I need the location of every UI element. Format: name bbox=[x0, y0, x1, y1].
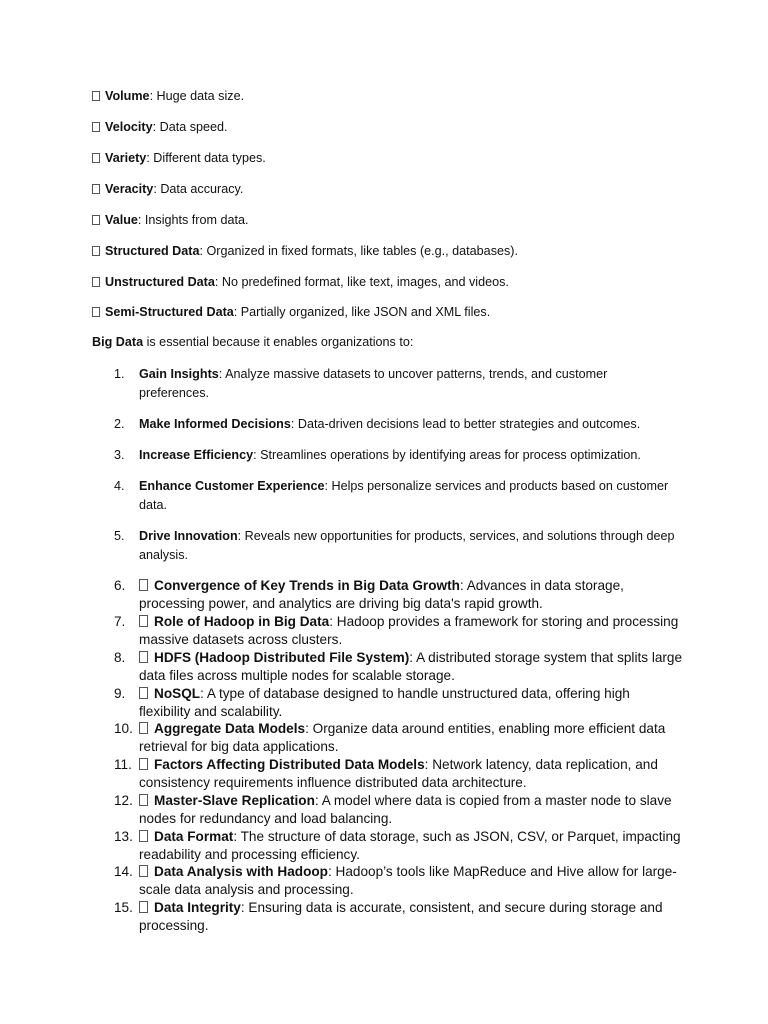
bullet-term: Unstructured Data bbox=[105, 275, 215, 289]
topic-term: Data Analysis with Hadoop bbox=[154, 864, 328, 879]
bullet-desc: : Data accuracy. bbox=[153, 182, 244, 196]
list-number: 4. bbox=[114, 479, 125, 493]
topic-desc: : Network latency, data replication, and consistency requirements influence distributed data architecture. bbox=[139, 757, 658, 790]
list-number: 5. bbox=[114, 529, 125, 543]
missing-glyph-icon bbox=[92, 91, 100, 101]
benefit-text bbox=[139, 527, 679, 565]
bullet-desc: : Insights from data. bbox=[137, 213, 249, 227]
benefit-desc: : Reveals new opportunities for products, services, and solutions through deep analysis. bbox=[139, 529, 675, 562]
missing-glyph-icon bbox=[92, 307, 100, 317]
topic-term: Master-Slave Replication bbox=[154, 793, 315, 808]
missing-glyph-icon bbox=[139, 794, 148, 806]
topic-text bbox=[139, 720, 684, 756]
list-number: 8. bbox=[114, 650, 126, 665]
missing-glyph-icon bbox=[92, 277, 100, 287]
topic-desc: : Hadoop’s tools like MapReduce and Hive allow for large-scale data analysis and processing. bbox=[139, 864, 677, 897]
topic-text bbox=[139, 828, 684, 864]
benefit-term: Gain Insights bbox=[139, 367, 219, 381]
topic-text bbox=[139, 792, 684, 828]
bullet-item bbox=[92, 150, 692, 166]
list-number: 12. bbox=[114, 793, 133, 808]
benefit-text bbox=[139, 446, 679, 465]
benefit-term: Increase Efficiency bbox=[139, 448, 254, 462]
benefit-text bbox=[139, 477, 679, 515]
benefit-desc: : Streamlines operations by identifying areas for process optimization. bbox=[253, 448, 641, 462]
list-number: 13. bbox=[114, 829, 133, 844]
missing-glyph-icon bbox=[92, 122, 100, 132]
benefit-desc: : Data-driven decisions lead to better strategies and outcomes. bbox=[290, 417, 641, 431]
bullet-item bbox=[92, 243, 692, 259]
list-number: 6. bbox=[114, 578, 126, 593]
bullet-item bbox=[92, 119, 692, 135]
list-number: 1. bbox=[114, 367, 125, 381]
bullet-desc: : No predefined format, like text, images, and videos. bbox=[214, 275, 509, 289]
bullet-term: Variety bbox=[105, 151, 147, 165]
list-number: 10. bbox=[114, 721, 133, 736]
benefit-desc: : Analyze massive datasets to uncover patterns, trends, and customer preferences. bbox=[139, 367, 608, 400]
topic-desc: : Organize data around entities, enabling more efficient data retrieval for big data applications. bbox=[139, 721, 666, 754]
benefit-term: Enhance Customer Experience bbox=[139, 479, 325, 493]
bullet-item bbox=[92, 304, 692, 320]
missing-glyph-icon bbox=[139, 579, 148, 591]
topic-desc: : A type of database designed to handle unstructured data, offering high flexibility and scalability. bbox=[139, 686, 630, 719]
topic-term: NoSQL bbox=[154, 686, 201, 701]
topic-text bbox=[139, 577, 684, 613]
topic-desc: : Advances in data storage, processing power, and analytics are driving big data's rapid growth. bbox=[139, 578, 624, 611]
list-number: 3. bbox=[114, 448, 125, 462]
missing-glyph-icon bbox=[139, 687, 148, 699]
bullet-term: Value bbox=[105, 213, 138, 227]
bullet-desc: : Different data types. bbox=[146, 151, 266, 165]
bullet-term: Semi-Structured Data bbox=[105, 305, 234, 319]
bullet-term: Veracity bbox=[105, 182, 154, 196]
topic-text bbox=[139, 756, 684, 792]
topic-term: Data Integrity bbox=[154, 900, 241, 915]
topic-term: Role of Hadoop in Big Data bbox=[154, 614, 330, 629]
bullet-item bbox=[92, 212, 692, 228]
missing-glyph-icon bbox=[92, 246, 100, 256]
missing-glyph-icon bbox=[139, 901, 148, 913]
topic-term: HDFS (Hadoop Distributed File System) bbox=[154, 650, 410, 665]
missing-glyph-icon bbox=[139, 615, 148, 627]
topic-text bbox=[139, 613, 684, 649]
list-number: 7. bbox=[114, 614, 126, 629]
bullet-desc: : Organized in fixed formats, like tables (e.g., databases). bbox=[199, 244, 518, 258]
intro-text: is essential because it enables organizations to: bbox=[143, 335, 414, 349]
benefit-term: Drive Innovation bbox=[139, 529, 238, 543]
intro-paragraph bbox=[92, 334, 413, 350]
bullet-item bbox=[92, 88, 692, 104]
topic-text bbox=[139, 685, 684, 721]
list-number: 15. bbox=[114, 900, 133, 915]
topic-term: Aggregate Data Models bbox=[154, 721, 306, 736]
benefit-text bbox=[139, 415, 679, 434]
missing-glyph-icon bbox=[139, 865, 148, 877]
topic-term: Factors Affecting Distributed Data Models bbox=[154, 757, 425, 772]
topic-term: Data Format bbox=[154, 829, 234, 844]
bullet-desc: : Partially organized, like JSON and XML files. bbox=[233, 305, 491, 319]
list-number: 9. bbox=[114, 686, 126, 701]
topic-text bbox=[139, 899, 684, 935]
topic-desc: : Ensuring data is accurate, consistent, and secure during storage and processing. bbox=[139, 900, 663, 933]
topic-text bbox=[139, 649, 684, 685]
list-number: 11. bbox=[114, 757, 132, 772]
missing-glyph-icon bbox=[92, 215, 100, 225]
benefit-term: Make Informed Decisions bbox=[139, 417, 291, 431]
topic-desc: : The structure of data storage, such as JSON, CSV, or Parquet, impacting readability and processing efficiency. bbox=[139, 829, 681, 862]
bullet-desc: : Huge data size. bbox=[149, 89, 245, 103]
missing-glyph-icon bbox=[139, 758, 148, 770]
missing-glyph-icon bbox=[139, 651, 148, 663]
bullet-term: Volume bbox=[105, 89, 150, 103]
bullet-desc: : Data speed. bbox=[152, 120, 228, 134]
missing-glyph-icon bbox=[139, 722, 148, 734]
bullet-term: Velocity bbox=[105, 120, 153, 134]
bullet-term: Structured Data bbox=[105, 244, 200, 258]
bullet-item bbox=[92, 274, 692, 290]
bullet-item bbox=[92, 181, 692, 197]
missing-glyph-icon bbox=[92, 153, 100, 163]
benefit-desc: : Helps personalize services and products based on customer data. bbox=[139, 479, 669, 512]
list-number: 2. bbox=[114, 417, 125, 431]
topic-desc: : A model where data is copied from a master node to slave nodes for redundancy and load balancing. bbox=[139, 793, 672, 826]
benefit-text bbox=[139, 365, 679, 403]
topic-term: Convergence of Key Trends in Big Data Growth bbox=[154, 578, 460, 593]
missing-glyph-icon bbox=[92, 184, 100, 194]
topic-desc: : A distributed storage system that splits large data files across multiple nodes for scalable storage. bbox=[139, 650, 683, 683]
list-number: 14. bbox=[114, 864, 133, 879]
missing-glyph-icon bbox=[139, 830, 148, 842]
intro-term: Big Data bbox=[92, 335, 144, 349]
topic-text bbox=[139, 863, 684, 899]
topic-desc: : Hadoop provides a framework for storing and processing massive datasets across clusters. bbox=[139, 614, 679, 647]
